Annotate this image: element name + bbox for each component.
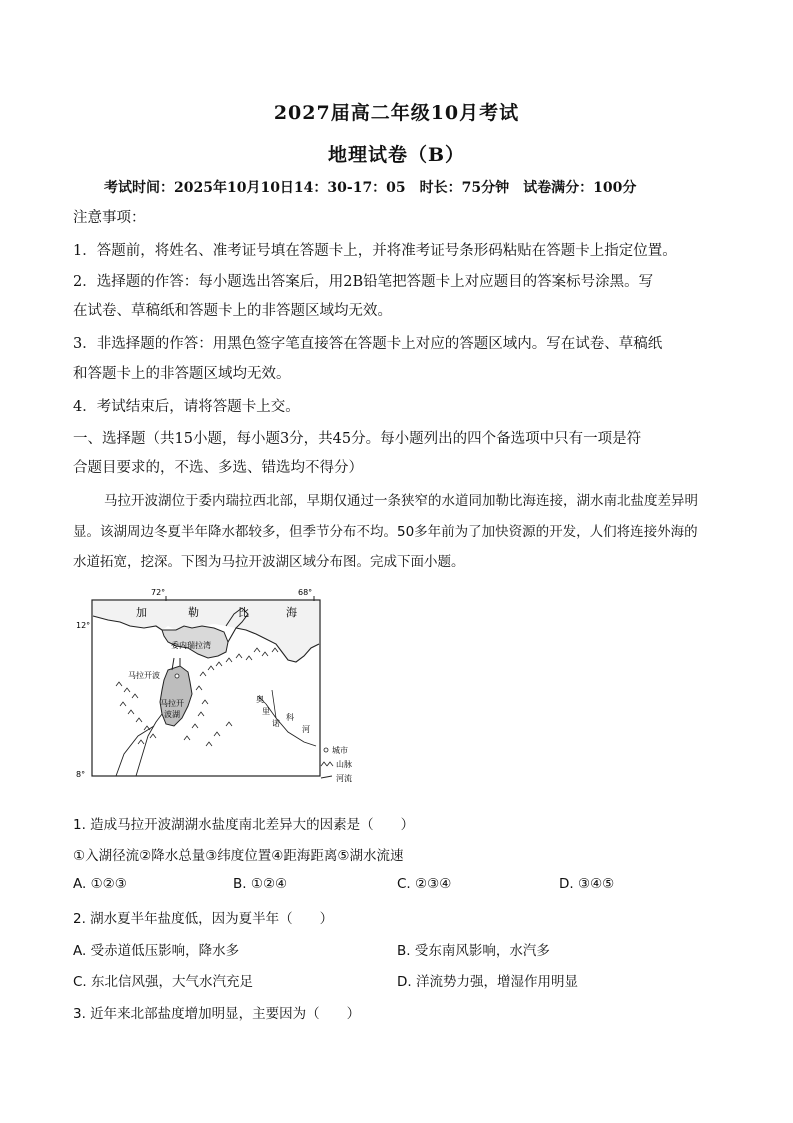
- sea-char-2: 勒: [188, 606, 199, 619]
- lon-label-68: 68°: [298, 588, 313, 597]
- notice-item-2-line2: 在试卷、草稿纸和答题卡上的非答题区域均无效。: [73, 303, 392, 319]
- question-1-option-c: C. ②③④: [397, 876, 452, 892]
- lon-label-72: 72°: [151, 588, 166, 597]
- exam-title: 2027届高二年级10月考试: [273, 102, 520, 124]
- question-1-option-a: A. ①②③: [73, 876, 127, 892]
- sea-char-4: 海: [286, 606, 297, 619]
- lat-label-12: 12°: [76, 621, 91, 630]
- exam-subtitle: 地理试卷（B）: [327, 144, 466, 166]
- question-3-stem: 3. 近年来北部盐度增加明显，主要因为（ ）: [73, 1006, 361, 1022]
- river-char-2: 里: [262, 707, 270, 716]
- river-char-5: 河: [302, 725, 310, 734]
- city-label: 马拉开波: [128, 671, 160, 680]
- legend-city-label: 城市: [332, 746, 348, 755]
- notice-item-4: 4．考试结束后，请将答题卡上交。: [73, 399, 300, 415]
- gulf-label: 委内瑞拉湾: [171, 641, 211, 650]
- notice-item-2-line1: 2．选择题的作答：每小题选出答案后，用2B铅笔把答题卡上对应题目的答案标号涂黑。写: [73, 274, 654, 290]
- exam-info: 考试时间：2025年10月10日14：30-17：05 时长：75分钟 试卷满分：100分: [104, 180, 637, 196]
- question-2-stem: 2. 湖水夏半年盐度低，因为夏半年（ ）: [73, 911, 334, 927]
- maracaibo-city-marker: [175, 674, 179, 678]
- lake-label-line1: 马拉开: [160, 699, 184, 708]
- legend-mountain-label: 山脉: [336, 760, 352, 769]
- question-2-option-d: D. 洋流势力强，增湿作用明显: [397, 974, 578, 990]
- river-char-4: 科: [286, 713, 294, 722]
- question-2-option-b: B. 受东南风影响，水汽多: [397, 943, 550, 959]
- lat-label-8: 8°: [76, 770, 86, 779]
- river-char-1: 奥: [256, 695, 264, 704]
- question-2-option-c: C. 东北信风强，大气水汽充足: [73, 974, 254, 990]
- passage-line2: 显。该湖周边冬夏半年降水都较多，但季节分布不均。50多年前为了加快资源的开发，人们将连接外海的: [73, 524, 698, 540]
- legend-river-icon: [321, 776, 332, 778]
- question-1-stem: 1. 造成马拉开波湖湖水盐度南北差异大的因素是（ ）: [73, 817, 415, 833]
- lake-label-line2: 波湖: [164, 710, 180, 719]
- notice-item-3-line1: 3．非选择题的作答：用黑色签字笔直接答在答题卡上对应的答题区域内。写在试卷、草稿纸: [73, 336, 663, 352]
- question-1-factors: ①入湖径流②降水总量③纬度位置④距海距离⑤湖水流速: [73, 848, 404, 864]
- legend-river-label: 河流: [336, 774, 352, 783]
- notice-item-3-line2: 和答题卡上的非答题区域均无效。: [73, 366, 291, 382]
- notice-heading: 注意事项：: [73, 210, 146, 226]
- notice-item-1: 1．答题前，将姓名、准考证号填在答题卡上，并将准考证号条形码粘贴在答题卡上指定位置。: [73, 243, 677, 259]
- river-char-3: 诺: [272, 719, 280, 728]
- lake-maracaibo-map: [76, 586, 356, 786]
- question-1-option-b: B. ①②④: [233, 876, 288, 892]
- sea-char-3: 比: [238, 606, 249, 619]
- passage-line3: 水道拓宽，挖深。下图为马拉开波湖区域分布图。完成下面小题。: [73, 554, 465, 570]
- legend-city-icon: [324, 748, 328, 752]
- question-2-option-a: A. 受赤道低压影响，降水多: [73, 943, 240, 959]
- passage-line1: 马拉开波湖位于委内瑞拉西北部，早期仅通过一条狭窄的水道同加勒比海连接，湖水南北盐度差异明: [104, 493, 698, 509]
- sea-char-1: 加: [136, 606, 147, 619]
- section-heading-line1: 一、选择题（共15小题，每小题3分，共45分。每小题列出的四个备选项中只有一项是符: [73, 431, 642, 447]
- section-heading-line2: 合题目要求的，不选、多选、错选均不得分）: [73, 460, 363, 476]
- question-1-option-d: D. ③④⑤: [559, 876, 615, 892]
- legend-mountain-icon: [321, 762, 333, 766]
